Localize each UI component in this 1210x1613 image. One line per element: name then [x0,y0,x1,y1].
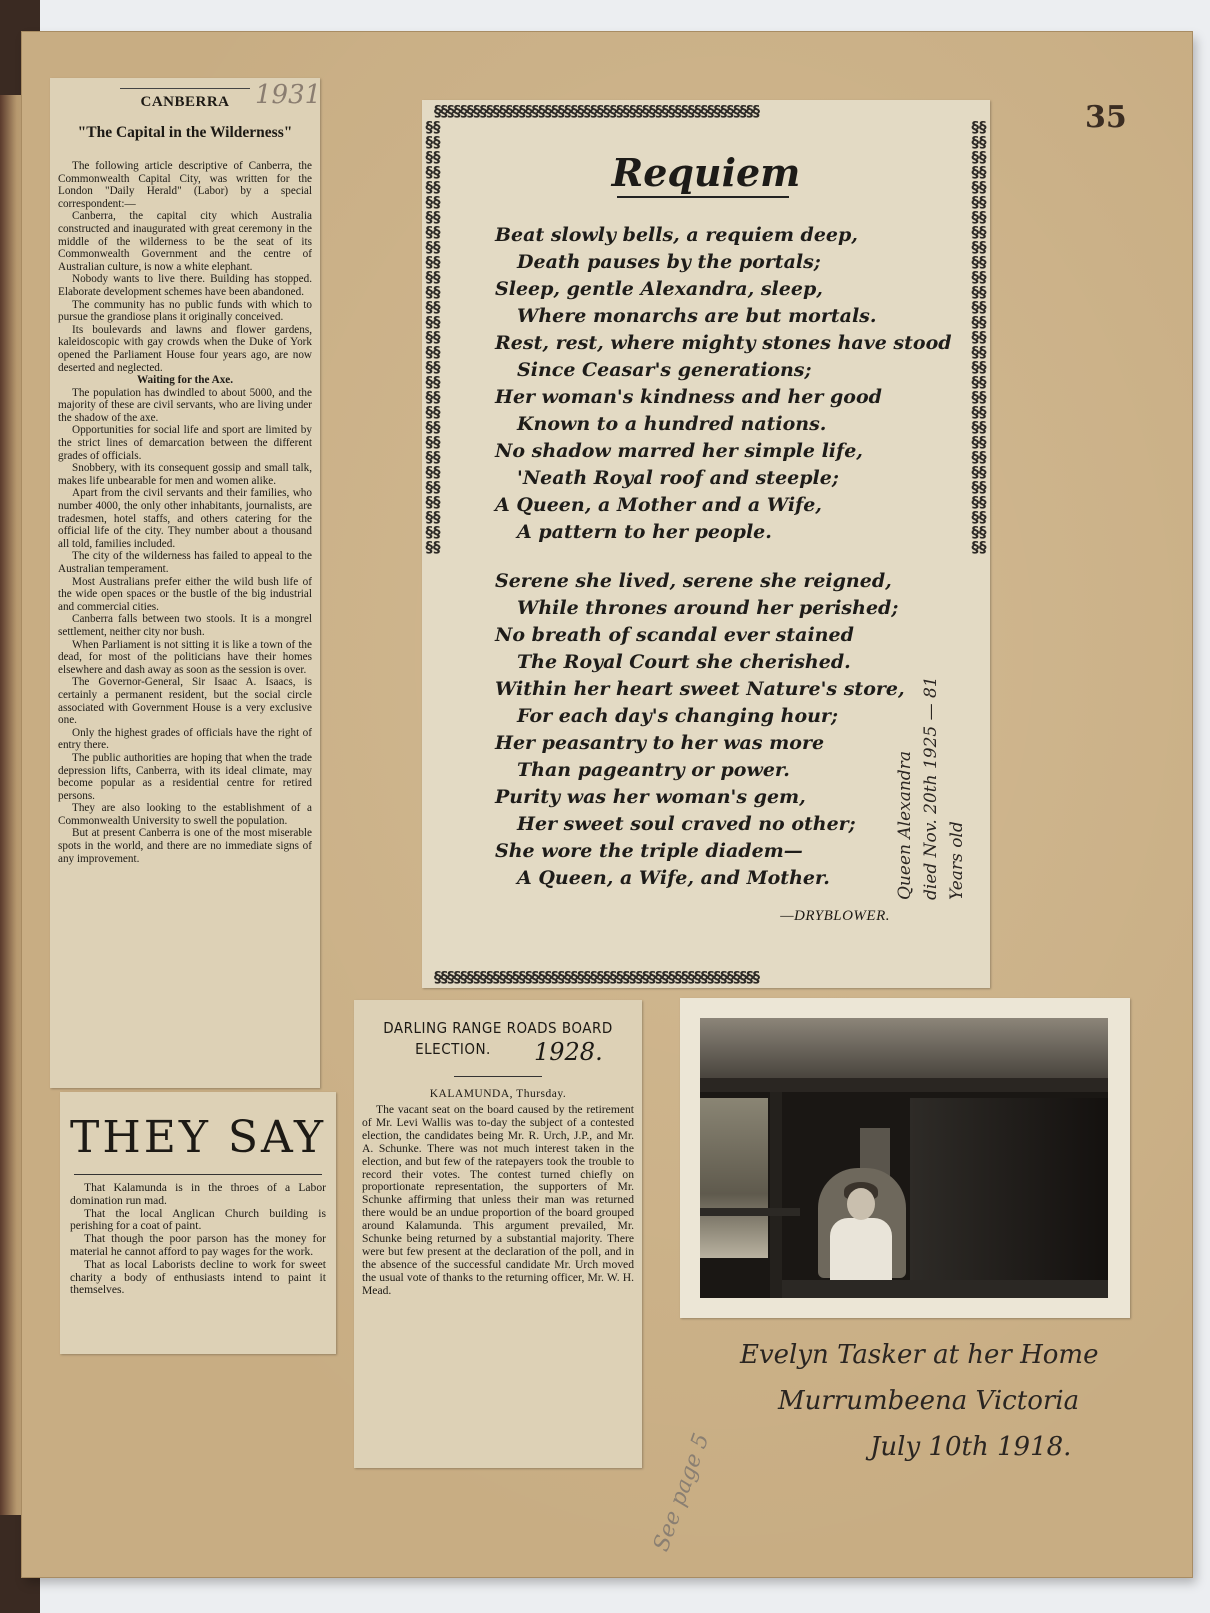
verse-line: Death pauses by the portals; [517,251,821,273]
ornamental-border-left: §§§§§§§§§§§§§§§§§§§§§§§§§§§§§§§§§§§§§§§§§§§§§§§§§§§§§§§§§§ [425,120,441,556]
photo-caption [740,1332,1170,1470]
photo-mount [680,998,1130,1318]
garden-view [700,1098,768,1258]
paragraph: Nobody wants to live there. Building has stopped. Elaborate development schemes have been abandoned. [58,273,312,298]
dateline: KALAMUNDA, Thursday. [429,1088,567,1100]
veranda-floor [782,1280,1108,1298]
ornamental-border-right: §§§§§§§§§§§§§§§§§§§§§§§§§§§§§§§§§§§§§§§§§§§§§§§§§§§§§§§§§§ [971,120,987,556]
paragraph: The population has dwindled to about 5000, and the majority of these are civil servants, who are living under the shadow of the axe. [58,386,312,424]
headline-line: DARLING RANGE ROADS BOARD [383,1019,613,1037]
paragraph: Canberra, the capital city which Australia constructed and inaugurated with great ceremony in the middle of the wilderness to be the seat of its Commonwealth Government and the centre of Australian culture, is now a white elephant. [58,210,312,273]
paragraph: Its boulevards and lawns and flower gardens, kaleidoscopic with gay crowds when the Duke of York opened the Parliament House four years ago, are now deserted and neglected. [58,323,312,374]
verse-line: Since Ceasar's generations; [517,359,812,381]
paragraph: But at present Canberra is one of the most miserable spots in the world, and there are no immediate signs of any improvement. [58,827,312,865]
veranda-photograph [700,1018,1108,1298]
year-annotation: 1931 [255,80,322,110]
election-article-body [362,1104,634,1298]
title-rule [74,1174,322,1175]
poem-author: —DRYBLOWER. [780,908,890,924]
verse-line: No breath of scandal ever stained [495,624,854,646]
handwritten-year: 1928. [534,1038,603,1066]
canberra-article-body [58,160,312,1082]
paragraph: That as local Laborists decline to work for sweet charity a body of enthusiasts intend to paint it themselves. [70,1257,326,1297]
paragraph: Opportunities for social life and sport are limited by the strict lines of demarcation between the different grades of officials. [58,424,312,462]
page-number: 35 [1085,100,1127,135]
caption-line: Murrumbeena Victoria [778,1386,1080,1416]
pencil-note: See page 5 [648,1430,715,1555]
poem-title: Requiem [611,150,801,195]
stanza-break [495,546,935,568]
handwritten-margin-note [892,630,972,900]
title-rule [617,196,789,198]
verse-line: A Queen, a Wife, and Mother. [517,867,830,889]
election-clipping [354,1000,642,1468]
paragraph: That though the poor parson has the money for material he cannot afford to pay wages for the work. [70,1232,326,1258]
caption-line: July 10th 1918. [870,1432,1072,1462]
paragraph: The following article descriptive of Canberra, the Commonwealth Capital City, was written for the London "Daily Herald" (Labor) by a special correspondent:— [58,160,312,210]
margin-note-line: died Nov. 20th 1925 — 81 Years old [921,676,967,900]
paragraph: Canberra falls between two stools. It is a mongrel settlement, neither city nor bush. [58,613,312,638]
verse-line: Rest, rest, where mighty stones have stood [495,332,952,354]
paragraph: Most Australians prefer either the wild bush life of the wide open spaces or the bustle of the big industrial and commercial cities. [58,575,312,613]
subheading: Waiting for the Axe. [136,374,234,387]
requiem-clipping [422,100,990,988]
verse-line: Known to a hundred nations. [517,413,827,435]
margin-note-line: Queen Alexandra [895,751,915,900]
verse-line: Within her heart sweet Nature's store, [495,678,905,700]
paragraph: The city of the wilderness has failed to appeal to the Australian temperament. [58,550,312,575]
canberra-kicker: CANBERRA [140,94,230,110]
ornamental-border-bottom: §§§§§§§§§§§§§§§§§§§§§§§§§§§§§§§§§§§§§§§§§§§§§§§§§§ [434,968,759,986]
verse-line: 'Neath Royal roof and steeple; [517,467,839,489]
verse-line: A Queen, a Mother and a Wife, [495,494,822,516]
canberra-headline: "The Capital in the Wilderness" [77,124,293,141]
headline-line: ELECTION. [415,1040,491,1058]
kicker-rule [120,88,250,89]
roof-beam [700,1078,1108,1092]
verse-line: Her woman's kindness and her good [495,386,882,408]
they-say-title: THEY SAY [70,1112,327,1163]
verse-line: For each day's changing hour; [517,705,838,727]
verse-line: While thrones around her perished; [517,597,899,619]
caption-line: Evelyn Tasker at her Home [740,1340,1099,1370]
veranda-rail [700,1208,800,1216]
verse-line: The Royal Court she cherished. [517,651,851,673]
veranda-post [770,1092,782,1298]
verse-line: She wore the triple diadem— [495,840,803,862]
paragraph: That Kalamunda is in the throes of a Labor domination run mad. [70,1181,326,1207]
headline-rule [454,1076,542,1077]
they-say-clipping [60,1092,336,1354]
verse-line: A pattern to her people. [517,521,772,543]
they-say-body [70,1182,326,1297]
verse-line: Purity was her woman's gem, [495,786,806,808]
canberra-clipping [50,78,320,1088]
verse-line: No shadow marred her simple life, [495,440,863,462]
verse-line: Than pageantry or power. [517,759,790,781]
verse-line: Beat slowly bells, a requiem deep, [495,224,858,246]
house-wall [910,1098,1108,1298]
paragraph: The Governor-General, Sir Isaac A. Isaacs, is certainly a permanent resident, but the social circle associated with Government House is a very exclusive one. [58,676,312,727]
paragraph: That the local Anglican Church building is perishing for a coat of paint. [70,1206,326,1233]
verse-line: Her peasantry to her was more [495,732,825,754]
verse-line: Sleep, gentle Alexandra, sleep, [495,278,823,300]
paragraph: The vacant seat on the board caused by the retirement of Mr. Levi Wallis was to-day the subject of a contested election, the candidates being Mr. R. Urch, J.P., and Mr. A. Schunke. There was not much interest taken in the election, and but few of the ratepayers took the trouble to record their votes. The contest turned chiefly on proportionate representation, the supporters of Mr. Schunke affirming that unless their man was returned there would be an undue proportion of the board grouped around Kalamunda. This argument prevailed, Mr. Schunke being returned by a substantial majority. There were but few present at the declaration of the poll, and in the absence of the successful candidate Mr. Urch moved the usual vote of thanks to the returning officer, Mr. W. H. Mead. [362,1103,634,1297]
paragraph: When Parliament is not sitting it is like a town of the dead, for most of the politicians have their homes elsewhere and dash away as soon as the session is over. [58,638,312,676]
paragraph: Apart from the civil servants and their families, who number 4000, the only other inhabitants, journalists, are tradesmen, hotel staffs, and others catering for the official life of the city. They number about a thousand all told, families included. [58,487,312,550]
paragraph: Snobbery, with its consequent gossip and small talk, makes life unbearable for men and women alike. [58,462,312,487]
paragraph: The community has no public funds with which to pursue the grandiose plans it originally conceived. [58,298,312,324]
verse-line: Her sweet soul craved no other; [517,813,856,835]
paragraph: The public authorities are hoping that when the trade depression lifts, Canberra, with its ideal climate, may become popular as a residential centre for retired persons. [58,751,312,802]
paragraph: Only the highest grades of officials have the right of entry there. [58,726,312,752]
verse-line: Where monarchs are but mortals. [517,305,877,327]
ornamental-border-top: §§§§§§§§§§§§§§§§§§§§§§§§§§§§§§§§§§§§§§§§§§§§§§§§§§ [434,102,759,120]
paragraph: They are also looking to the establishment of a Commonwealth University to swell the population. [58,802,312,827]
verse-line: Serene she lived, serene she reigned, [495,570,892,592]
face [847,1188,875,1220]
